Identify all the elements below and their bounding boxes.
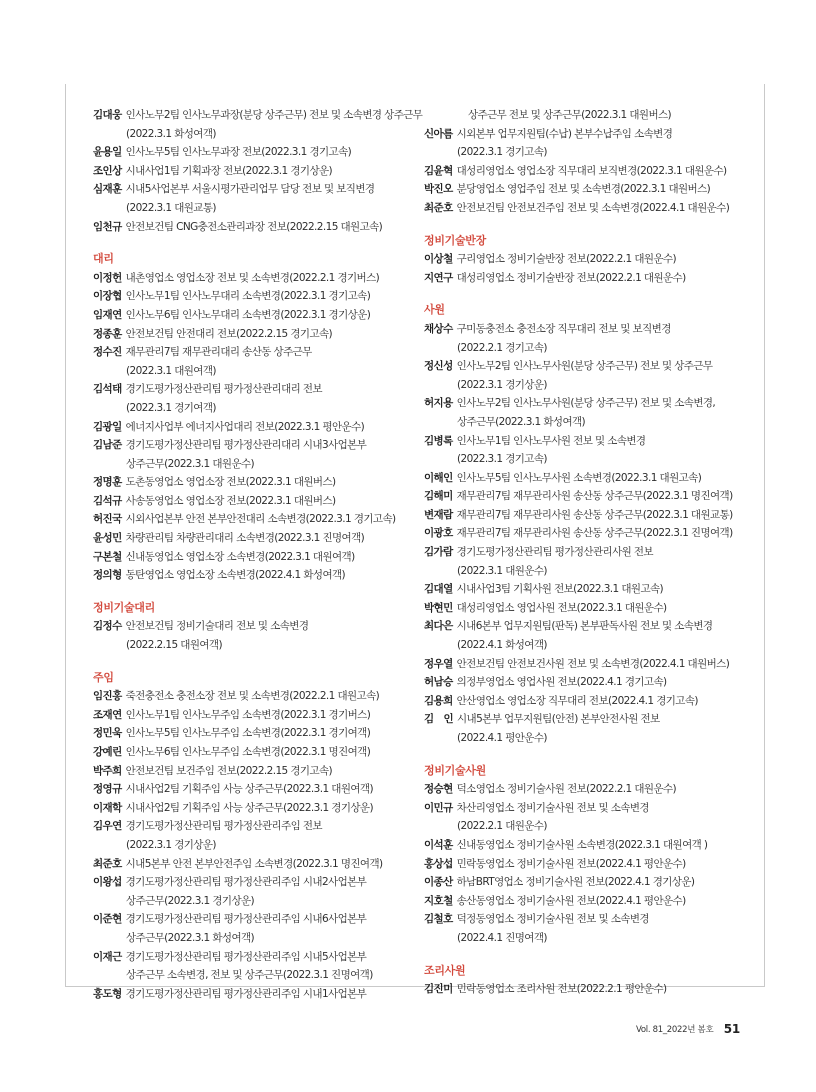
personnel-entry (424, 125, 754, 144)
person-name: 허지용 (424, 397, 453, 410)
assignment-text: 인사노무2팀 인사노무사원(분당 상주근무) 전보 및 상주근무 (456, 360, 713, 373)
personnel-entry (424, 487, 754, 506)
assignment-text: 대성리영업소 정비기술반장 전보(2022.2.1 대원운수) (456, 271, 686, 284)
assignment-text: 시내사업1팀 기획과장 전보(2022.3.1 경기상운) (125, 164, 333, 177)
assignment-text: 인사노무2팀 인사노무사원(분당 상주근무) 전보 및 소속변경, (456, 397, 716, 410)
section-heading: 사원 (424, 303, 445, 317)
person-name: 김남준 (93, 439, 122, 452)
person-name: 임재연 (93, 308, 122, 321)
personnel-entry (424, 780, 754, 799)
person-name: 이종산 (424, 876, 453, 889)
personnel-entry (424, 980, 754, 999)
assignment-text: 내촌영업소 영업소장 전보 및 소속변경(2022.2.1 경기버스) (125, 271, 380, 284)
right-column (424, 106, 754, 999)
personnel-entry (93, 510, 413, 529)
entry-continuation: (2022.3.1 경기고속) (457, 453, 547, 466)
personnel-entry (93, 436, 413, 455)
personnel-entry (424, 599, 754, 618)
assignment-text: 경기도평가정산관리팀 평가정산관리대리 시내3사업본부 (125, 439, 367, 452)
assignment-text: 경기도평가정산관리팀 평가정산관리주임 시내5사업본부 (125, 950, 367, 963)
person-name: 정명훈 (93, 476, 122, 489)
person-name: 김윤혁 (424, 164, 453, 177)
personnel-entry (424, 655, 754, 674)
personnel-entry (424, 873, 754, 892)
assignment-text: 덕소영업소 정비기술사원 전보(2022.2.1 대원운수) (456, 783, 677, 796)
personnel-entry (424, 320, 754, 339)
person-name: 이광호 (424, 527, 453, 540)
entry-continuation: (2022.3.1 경기상운) (457, 378, 547, 391)
personnel-entry (93, 948, 413, 967)
entry-continuation: (2022.4.1 평안운수) (457, 732, 547, 744)
person-name: 김진미 (424, 983, 453, 996)
personnel-entry (93, 343, 413, 362)
personnel-entry (424, 524, 754, 543)
assignment-text: 분당영업소 영업주임 전보 및 소속변경(2022.3.1 대원버스) (456, 183, 711, 196)
entry-continuation: (2022.3.1 경기상운) (126, 838, 216, 851)
entry-continuation: (2022.4.1 화성여객) (457, 639, 547, 652)
assignment-text: 죽전충전소 충전소장 전보 및 소속변경(2022.2.1 대원고속) (125, 690, 380, 703)
entry-continuation: (2022.2.15 대원여객) (126, 639, 222, 652)
person-name: 허남승 (424, 676, 453, 689)
assignment-text: 시내5사업본부 서울시평가관리업무 담당 전보 및 보직변경 (125, 183, 375, 196)
personnel-entry (93, 106, 423, 125)
personnel-entry (424, 199, 754, 218)
person-name: 홍상섭 (424, 857, 453, 870)
person-name: 이준현 (93, 913, 122, 926)
assignment-text: 경기도평가정산관리팀 평가정산관리주임 시내6사업본부 (125, 913, 367, 926)
entry-continuation: (2022.3.1 대원교통) (126, 201, 216, 214)
page-number: 51 (723, 1022, 740, 1036)
person-name: 이민규 (424, 801, 453, 814)
assignment-text: 재무관리7팀 재무관리사원 송산동 상주근무(2022.3.1 대원교통) (456, 508, 733, 521)
assignment-text: 신내동영업소 영업소장 소속변경(2022.3.1 대원여객) (125, 550, 355, 563)
personnel-entry (93, 162, 413, 181)
assignment-text: 인사노무1팀 인사노무대리 소속변경(2022.3.1 경기고속) (125, 290, 371, 303)
person-name: 허진국 (93, 513, 122, 526)
section-heading: 정비기술사원 (424, 763, 486, 777)
assignment-text: 경기도평가정산관리팀 평가정산관리주임 시내1사업본부 (125, 987, 367, 1000)
person-name: 이해인 (424, 471, 453, 484)
entry-continuation: (2022.4.1 진명여객) (457, 931, 547, 944)
person-name: 구본철 (93, 550, 122, 563)
personnel-entry (424, 910, 754, 929)
person-name: 박현민 (424, 601, 453, 614)
personnel-entry (424, 394, 754, 413)
person-name: 정의형 (93, 569, 122, 582)
personnel-entry (93, 287, 413, 306)
personnel-entry (424, 269, 754, 288)
personnel-entry (93, 617, 413, 636)
personnel-entry (93, 743, 413, 762)
assignment-text: 사송동영업소 영업소장 전보(2022.3.1 대원버스) (125, 494, 336, 507)
personnel-entry (93, 985, 413, 1004)
personnel-entry (424, 799, 754, 818)
assignment-text: 인사노무1팀 인사노무주임 소속변경(2022.3.1 경기버스) (125, 708, 371, 721)
person-name: 신아름 (424, 127, 453, 140)
personnel-entry (424, 506, 754, 525)
assignment-text: 안전보건팀 안전보건사원 전보 및 소속변경(2022.4.1 대원버스) (456, 657, 730, 670)
person-name: 김대열 (424, 583, 453, 596)
person-name: 윤용일 (93, 146, 122, 159)
personnel-entry (93, 218, 413, 237)
person-name: 김우연 (93, 820, 122, 833)
personnel-entry (93, 817, 413, 836)
entry-continuation: 상주근무(2022.3.1 대원운수) (126, 457, 255, 470)
person-name: 박진오 (424, 183, 453, 196)
personnel-entry (93, 855, 413, 874)
personnel-entry (93, 548, 413, 567)
assignment-text: 에너지사업부 에너지사업대리 전보(2022.3.1 평안운수) (125, 420, 365, 433)
assignment-text: 안전보건팀 CNG충전소관리과장 전보(2022.2.15 대원고속) (125, 220, 383, 233)
personnel-entry (93, 325, 413, 344)
assignment-text: 안전보건팀 안전보건주임 전보 및 소속변경(2022.4.1 대원운수) (456, 201, 730, 214)
person-name: 지호철 (424, 894, 453, 907)
assignment-text: 경기도평가정산관리팀 평가정산관리사원 전보 (456, 546, 653, 559)
left-column (93, 106, 423, 1003)
assignment-text: 구미동충전소 충전소장 직무대리 전보 및 보직변경 (456, 322, 671, 335)
person-name: 정영규 (93, 783, 122, 796)
person-name: 최준호 (93, 857, 122, 870)
person-name: 이왕섭 (93, 876, 122, 889)
entry-continuation: (2022.3.1 경기여객) (126, 401, 216, 414)
person-name: 최다은 (424, 620, 453, 633)
entry-continuation: 상주근무 소속변경, 전보 및 상주근무(2022.3.1 진명여객) (126, 969, 373, 982)
personnel-entry (424, 180, 754, 199)
assignment-text: 재무관리7팀 재무관리사원 송산동 상주근무(2022.3.1 명진여객) (456, 490, 733, 503)
personnel-entry (93, 762, 413, 781)
personnel-entry (424, 710, 754, 729)
person-name: 최준호 (424, 201, 453, 214)
assignment-text: 인사노무5팀 인사노무사원 소속변경(2022.3.1 대원고속) (456, 471, 702, 484)
assignment-text: 대성리영업소 영업소장 직무대리 보직변경(2022.3.1 대원운수) (456, 164, 727, 177)
personnel-entry (424, 357, 754, 376)
entry-continuation: 상주근무(2022.3.1 경기상운) (126, 894, 255, 907)
person-name: 이재근 (93, 950, 122, 963)
person-name: 김해미 (424, 490, 453, 503)
assignment-text: 인사노무5팀 인사노무과장 전보(2022.3.1 경기고속) (125, 146, 352, 159)
person-name: 정수진 (93, 346, 122, 359)
personnel-entry (424, 836, 754, 855)
entry-continuation: (2022.2.1 경기고속) (457, 341, 547, 354)
assignment-text: 시내5본부 안전 본부안전주임 소속변경(2022.3.1 명진여객) (125, 857, 383, 870)
personnel-entry (93, 529, 413, 548)
section-heading: 정비기술대리 (93, 600, 155, 614)
person-name: 이석훈 (424, 838, 453, 851)
person-name: 이상철 (424, 253, 453, 266)
assignment-text: 차산리영업소 정비기술사원 전보 및 소속변경 (456, 801, 649, 814)
person-name: 김석규 (93, 494, 122, 507)
assignment-text: 도촌동영업소 영업소장 전보(2022.3.1 대원버스) (125, 476, 336, 489)
assignment-text: 시내사업3팀 기획사원 전보(2022.3.1 대원고속) (456, 583, 664, 596)
entry-continuation: (2022.3.1 화성여객) (126, 127, 216, 140)
assignment-text: 민락동영업소 조리사원 전보(2022.2.1 평안운수) (456, 983, 667, 996)
personnel-entry (424, 692, 754, 711)
person-name: 홍도형 (93, 987, 122, 1000)
person-name: 정종훈 (93, 327, 122, 340)
person-name: 김철호 (424, 913, 453, 926)
assignment-text: 안전보건팀 보건주임 전보(2022.2.15 경기고속) (125, 764, 333, 777)
person-name: 윤성민 (93, 532, 122, 545)
personnel-entry (424, 892, 754, 911)
person-name: 김대웅 (93, 109, 122, 121)
entry-continuation: (2022.3.1 경기고속) (457, 146, 547, 159)
person-name: 이재학 (93, 801, 122, 814)
person-name: 임진홍 (93, 690, 122, 703)
person-name: 정민욱 (93, 727, 122, 740)
assignment-text: 안전보건팀 안전대리 전보(2022.2.15 경기고속) (125, 327, 333, 340)
assignment-text: 안전보건팀 정비기술대리 전보 및 소속변경 (125, 620, 309, 633)
personnel-entry (93, 910, 413, 929)
personnel-entry (93, 492, 413, 511)
assignment-text: 안산영업소 영업소장 직무대리 전보(2022.4.1 경기고속) (456, 694, 698, 707)
assignment-text: 시내5본부 업무지원팀(안전) 본부안전사원 전보 (457, 713, 660, 726)
issue-label: Vol. 81_2022년 봄호 (636, 1025, 714, 1035)
assignment-text: 의정부영업소 영업사원 전보(2022.4.1 경기고속) (456, 676, 667, 689)
personnel-entry (424, 543, 754, 562)
person-name: 변재람 (424, 508, 453, 521)
person-name: 이장협 (93, 290, 122, 303)
personnel-entry (93, 873, 413, 892)
assignment-text: 신내동영업소 정비기술사원 소속변경(2022.3.1 대원여객 ) (456, 838, 708, 851)
personnel-entry (424, 673, 754, 692)
person-name: 조인상 (93, 164, 122, 177)
entry-continuation: (2022.2.1 대원운수) (457, 820, 547, 833)
person-name: 김가람 (424, 546, 453, 559)
person-name: 김병록 (424, 434, 453, 447)
person-name: 김석태 (93, 383, 122, 396)
assignment-text: 시내6본부 업무지원팀(판독) 본부판독사원 전보 및 소속변경 (456, 620, 713, 633)
personnel-entry (424, 617, 754, 636)
assignment-text: 인사노무6팀 인사노무대리 소속변경(2022.3.1 경기상운) (125, 308, 371, 321)
person-name: 지연구 (424, 271, 453, 284)
assignment-text: 인사노무6팀 인사노무주임 소속변경(2022.3.1 명진여객) (125, 746, 371, 758)
person-name: 정승현 (424, 783, 453, 796)
assignment-text: 동탄영업소 영업소장 소속변경(2022.4.1 화성여객) (125, 569, 346, 582)
personnel-entry (424, 469, 754, 488)
personnel-entry (93, 566, 413, 585)
personnel-entry (93, 473, 413, 492)
personnel-entry (93, 306, 413, 325)
person-name: 채상수 (424, 322, 453, 335)
assignment-text: 재무관리7팀 재무관리사원 송산동 상주근무(2022.3.1 진명여객) (456, 527, 733, 540)
entry-continuation: (2022.3.1 대원운수) (457, 564, 547, 577)
personnel-entry (93, 706, 413, 725)
assignment-text: 송산동영업소 정비기술사원 전보(2022.4.1 평안운수) (456, 894, 686, 907)
person-name: 정신성 (424, 360, 453, 373)
section-heading: 대리 (93, 252, 114, 266)
person-name: 심재훈 (93, 183, 122, 196)
person-name: 강예린 (93, 746, 122, 758)
person-name: 김광일 (93, 420, 122, 433)
assignment-text: 경기도평가정산관리팀 평가정산관리주임 전보 (125, 820, 322, 833)
person-name: 정우열 (424, 657, 453, 670)
assignment-text: 인사노무5팀 인사노무주임 소속변경(2022.3.1 경기여객) (125, 727, 371, 740)
page-footer (636, 1022, 740, 1036)
personnel-entry (424, 162, 754, 181)
person-name: 임천규 (93, 220, 122, 233)
personnel-entry (93, 180, 413, 199)
assignment-text: 시내사업2팀 기획주임 사능 상주근무(2022.3.1 경기상운) (125, 801, 373, 814)
entry-continuation: (2022.3.1 대원여객) (126, 364, 216, 377)
personnel-entry (424, 250, 754, 269)
assignment-text: 시외사업본부 안전 본부안전대리 소속변경(2022.3.1 경기고속) (125, 513, 396, 526)
personnel-entry (424, 855, 754, 874)
personnel-entry (93, 269, 413, 288)
personnel-entry (93, 780, 413, 799)
entry-continuation: 상주근무(2022.3.1 화성여객) (126, 931, 255, 944)
assignment-text: 경기도평가정산관리팀 평가정산관리주임 시내2사업본부 (125, 876, 367, 889)
person-name: 박주희 (93, 764, 122, 777)
person-name: 이정헌 (93, 271, 122, 284)
assignment-text: 경기도평가정산관리팀 평가정산관리대리 전보 (125, 383, 322, 396)
assignment-text: 대성리영업소 영업사원 전보(2022.3.1 대원운수) (456, 601, 667, 614)
person-name: 김정수 (93, 620, 122, 633)
assignment-text: 시내사업2팀 기획주임 사능 상주근무(2022.3.1 대원여객) (125, 783, 373, 796)
personnel-entry (93, 724, 413, 743)
assignment-text: 인사노무1팀 인사노무사원 전보 및 소속변경 (456, 434, 646, 447)
assignment-text: 차량관리팀 차량관리대리 소속변경(2022.3.1 진명여객) (125, 532, 365, 545)
entry-continuation: 상주근무 전보 및 상주근무(2022.3.1 대원버스) (468, 109, 672, 121)
entry-continuation: 상주근무(2022.3.1 화성여객) (457, 415, 586, 428)
assignment-text: 하남BRT영업소 정비기술사원 전보(2022.4.1 경기상운) (456, 876, 695, 889)
personnel-entry (424, 580, 754, 599)
person-name: 조재연 (93, 708, 122, 721)
personnel-entry (424, 432, 754, 451)
section-heading: 주임 (93, 670, 114, 684)
assignment-text: 구리영업소 정비기술반장 전보(2022.2.1 대원운수) (456, 253, 677, 266)
personnel-entry (93, 799, 413, 818)
assignment-text: 시외본부 업무지원팀(수납) 본부수납주임 소속변경 (456, 127, 673, 140)
section-heading: 조리사원 (424, 963, 466, 977)
person-name: 김용희 (424, 694, 453, 707)
personnel-entry (93, 380, 413, 399)
assignment-text: 재무관리7팀 재무관리대리 송산동 상주근무 (125, 346, 312, 359)
assignment-text: 인사노무2팀 인사노무과장(분당 상주근무) 전보 및 소속변경 상주근무 (125, 109, 423, 121)
assignment-text: 민락동영업소 정비기술사원 전보(2022.4.1 평안운수) (456, 857, 686, 870)
person-name: 김 인 (424, 713, 453, 726)
section-heading: 정비기술반장 (424, 233, 486, 247)
personnel-entry (93, 143, 413, 162)
assignment-text: 덕정동영업소 정비기술사원 전보 및 소속변경 (456, 913, 649, 926)
personnel-entry (93, 687, 413, 706)
personnel-entry (93, 418, 413, 437)
